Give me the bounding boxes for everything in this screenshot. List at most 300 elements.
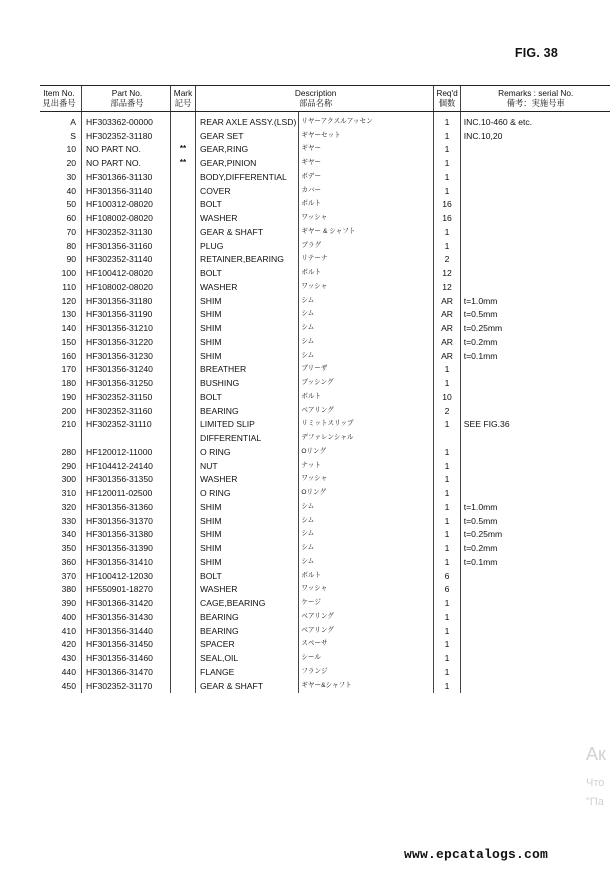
mark-cell: [171, 253, 196, 267]
table-row: [40, 129, 610, 143]
description-cell: NUT: [196, 459, 299, 473]
table-row: [40, 486, 610, 500]
overlay-text-3: "Па: [586, 796, 604, 808]
table-row: [40, 225, 610, 239]
remarks-cell: [460, 431, 610, 445]
description-cell: CAGE,BEARING: [196, 596, 299, 610]
mark-cell: [171, 500, 196, 514]
part-no-cell: HF301356-31370: [82, 514, 171, 528]
table-row: [40, 280, 610, 294]
description-jp-cell: ボルト: [299, 266, 434, 280]
table-row: [40, 156, 610, 170]
description-jp-cell: リミットスリップ: [299, 418, 434, 432]
part-no-cell: HF301356-31230: [82, 349, 171, 363]
part-no-cell: HF301356-31250: [82, 376, 171, 390]
description-cell: SHIM: [196, 555, 299, 569]
item-no-cell: 420: [61, 639, 76, 650]
item-no-cell: 410: [61, 625, 76, 636]
table-row: [40, 583, 610, 597]
remarks-cell: [460, 679, 610, 693]
qty-cell: 1: [434, 555, 460, 569]
description-cell: BOLT: [196, 198, 299, 212]
remarks-cell: INC.10-460 & etc.: [460, 112, 610, 129]
qty-cell: 12: [434, 266, 460, 280]
remarks-cell: [460, 596, 610, 610]
mark-cell: [171, 541, 196, 555]
description-cell: SHIM: [196, 308, 299, 322]
mark-cell: [171, 418, 196, 432]
part-no-cell: HF120011-02500: [82, 486, 171, 500]
qty-cell: 12: [434, 280, 460, 294]
description-jp-cell: ギヤーセット: [299, 129, 434, 143]
remarks-cell: t=0.2mm: [460, 541, 610, 555]
description-jp-cell: ボルト: [299, 569, 434, 583]
description-cell: LIMITED SLIP: [196, 418, 299, 432]
description-jp-cell: ワッシャ: [299, 583, 434, 597]
item-no-cell: S: [70, 130, 76, 141]
description-jp-cell: シム: [299, 514, 434, 528]
part-no-cell: HF100412-12030: [82, 569, 171, 583]
table-row: [40, 170, 610, 184]
table-row: [40, 112, 610, 129]
description-cell: GEAR SET: [196, 129, 299, 143]
description-cell: SEAL,OIL: [196, 651, 299, 665]
table-row: [40, 266, 610, 280]
item-no-cell: 450: [61, 680, 76, 691]
qty-cell: 10: [434, 390, 460, 404]
qty-cell: AR: [434, 349, 460, 363]
table-row: [40, 596, 610, 610]
part-no-cell: HF302352-31170: [82, 679, 171, 693]
item-no-cell: 300: [61, 474, 76, 485]
qty-cell: 6: [434, 583, 460, 597]
item-no-cell: 430: [61, 653, 76, 664]
item-no-cell: 280: [61, 446, 76, 457]
description-jp-cell: ギヤー&シャフト: [299, 679, 434, 693]
mark-cell: [171, 445, 196, 459]
item-no-cell: 50: [66, 199, 76, 210]
description-jp-cell: ワッシャ: [299, 211, 434, 225]
remarks-cell: [460, 569, 610, 583]
mark-cell: [171, 404, 196, 418]
part-no-cell: HF301356-31140: [82, 184, 171, 198]
mark-cell: [171, 225, 196, 239]
part-no-cell: HF301366-31130: [82, 170, 171, 184]
table-row: [40, 321, 610, 335]
table-row: [40, 184, 610, 198]
item-no-cell: 360: [61, 556, 76, 567]
table-row: [40, 528, 610, 542]
mark-cell: [171, 555, 196, 569]
mark-cell: [171, 376, 196, 390]
qty-cell: 1: [434, 610, 460, 624]
description-cell: SPACER: [196, 638, 299, 652]
description-cell: SHIM: [196, 294, 299, 308]
part-no-cell: HF100312-08020: [82, 198, 171, 212]
remarks-cell: [460, 404, 610, 418]
mark-cell: [171, 638, 196, 652]
item-no-cell: 10: [66, 144, 76, 155]
description-jp-cell: ボデー: [299, 170, 434, 184]
table-row: [40, 473, 610, 487]
table-row: [40, 253, 610, 267]
item-no-cell: 160: [61, 350, 76, 361]
remarks-cell: [460, 651, 610, 665]
table-row: [40, 500, 610, 514]
mark-cell: [171, 528, 196, 542]
description-cell: FLANGE: [196, 665, 299, 679]
qty-cell: 1: [434, 679, 460, 693]
item-no-cell: 180: [61, 378, 76, 389]
mark-cell: [171, 624, 196, 638]
qty-cell: 1: [434, 239, 460, 253]
part-no-cell: HF302352-31140: [82, 253, 171, 267]
mark-cell: [171, 596, 196, 610]
table-row: [40, 239, 610, 253]
remarks-cell: [460, 170, 610, 184]
description-jp-cell: ボルト: [299, 198, 434, 212]
description-jp-cell: ブッシング: [299, 376, 434, 390]
qty-cell: 1: [434, 651, 460, 665]
description-cell: COVER: [196, 184, 299, 198]
item-no-cell: 150: [61, 336, 76, 347]
mark-cell: [171, 170, 196, 184]
mark-cell: [171, 431, 196, 445]
description-cell: O RING: [196, 486, 299, 500]
mark-cell: [171, 129, 196, 143]
description-cell: PLUG: [196, 239, 299, 253]
qty-cell: 1: [434, 112, 460, 129]
qty-cell: 1: [434, 418, 460, 432]
qty-cell: AR: [434, 308, 460, 322]
remarks-cell: t=0.5mm: [460, 308, 610, 322]
description-jp-cell: シム: [299, 335, 434, 349]
part-no-cell: HF302352-31110: [82, 418, 171, 432]
header-mark: Mark 記号: [171, 86, 196, 112]
remarks-cell: SEE FIG.36: [460, 418, 610, 432]
item-no-cell: 20: [66, 158, 76, 169]
qty-cell: [434, 431, 460, 445]
table-row: [40, 431, 610, 445]
table-header-row: [40, 86, 610, 112]
remarks-cell: [460, 211, 610, 225]
description-cell: BODY,DIFFERENTIAL: [196, 170, 299, 184]
qty-cell: 1: [434, 486, 460, 500]
item-no-cell: 330: [61, 515, 76, 526]
table-row: [40, 541, 610, 555]
part-no-cell: HF301356-31220: [82, 335, 171, 349]
description-cell: GEAR & SHAFT: [196, 225, 299, 239]
item-no-cell: 80: [66, 240, 76, 251]
part-no-cell: HF301356-31240: [82, 363, 171, 377]
item-no-cell: 130: [61, 309, 76, 320]
part-no-cell: HF302352-31180: [82, 129, 171, 143]
table-row: [40, 459, 610, 473]
remarks-cell: t=0.5mm: [460, 514, 610, 528]
remarks-cell: [460, 665, 610, 679]
description-cell: SHIM: [196, 541, 299, 555]
description-jp-cell: ベアリング: [299, 404, 434, 418]
remarks-cell: [460, 198, 610, 212]
description-cell: SHIM: [196, 321, 299, 335]
item-no-cell: 70: [66, 226, 76, 237]
mark-cell: [171, 651, 196, 665]
item-no-cell: 380: [61, 584, 76, 595]
description-jp-cell: ワッシャ: [299, 280, 434, 294]
mark-cell: [171, 184, 196, 198]
part-no-cell: HF108002-08020: [82, 280, 171, 294]
description-cell: SHIM: [196, 528, 299, 542]
table-row: [40, 638, 610, 652]
qty-cell: 1: [434, 376, 460, 390]
qty-cell: 2: [434, 404, 460, 418]
remarks-cell: t=1.0mm: [460, 294, 610, 308]
description-jp-cell: リテーナ: [299, 253, 434, 267]
item-no-cell: 390: [61, 598, 76, 609]
mark-cell: [171, 112, 196, 129]
description-jp-cell: ベアリング: [299, 610, 434, 624]
item-no-cell: 140: [61, 323, 76, 334]
qty-cell: 16: [434, 198, 460, 212]
qty-cell: 1: [434, 528, 460, 542]
parts-table: [40, 85, 610, 693]
mark-cell: [171, 335, 196, 349]
remarks-cell: t=0.2mm: [460, 335, 610, 349]
remarks-cell: [460, 225, 610, 239]
part-no-cell: HF301356-31180: [82, 294, 171, 308]
description-jp-cell: シム: [299, 321, 434, 335]
remarks-cell: t=0.1mm: [460, 349, 610, 363]
table-row: [40, 308, 610, 322]
table-row: [40, 404, 610, 418]
remarks-cell: [460, 610, 610, 624]
item-no-cell: 400: [61, 611, 76, 622]
mark-cell: [171, 486, 196, 500]
description-cell: BOLT: [196, 569, 299, 583]
part-no-cell: HF301356-31360: [82, 500, 171, 514]
table-row: [40, 418, 610, 432]
mark-cell: [171, 473, 196, 487]
remarks-cell: [460, 624, 610, 638]
description-cell: O RING: [196, 445, 299, 459]
qty-cell: 1: [434, 541, 460, 555]
part-no-cell: HF301356-31350: [82, 473, 171, 487]
description-cell: SHIM: [196, 514, 299, 528]
item-no-cell: 350: [61, 543, 76, 554]
table-row: [40, 376, 610, 390]
mark-cell: [171, 349, 196, 363]
part-no-cell: HF550901-18270: [82, 583, 171, 597]
description-jp-cell: ギヤー: [299, 143, 434, 157]
qty-cell: 16: [434, 211, 460, 225]
description-cell: SHIM: [196, 335, 299, 349]
qty-cell: AR: [434, 321, 460, 335]
overlay-text-1: Ак: [586, 744, 606, 764]
qty-cell: 1: [434, 143, 460, 157]
mark-cell: [171, 198, 196, 212]
mark-cell: [171, 569, 196, 583]
part-no-cell: NO PART NO.: [82, 143, 171, 157]
mark-cell: **: [171, 156, 196, 170]
remarks-cell: [460, 459, 610, 473]
description-jp-cell: リヤーアクスルアッセン: [299, 112, 434, 129]
description-cell: RETAINER,BEARING: [196, 253, 299, 267]
mark-cell: [171, 294, 196, 308]
part-no-cell: [82, 431, 171, 445]
mark-cell: [171, 390, 196, 404]
part-no-cell: NO PART NO.: [82, 156, 171, 170]
description-jp-cell: ブリーザ: [299, 363, 434, 377]
table-body: [40, 112, 610, 693]
qty-cell: 1: [434, 129, 460, 143]
qty-cell: 1: [434, 184, 460, 198]
remarks-cell: [460, 156, 610, 170]
mark-cell: [171, 459, 196, 473]
qty-cell: 1: [434, 156, 460, 170]
mark-cell: [171, 679, 196, 693]
item-no-cell: 340: [61, 529, 76, 540]
item-no-cell: 370: [61, 570, 76, 581]
qty-cell: 1: [434, 473, 460, 487]
mark-cell: [171, 583, 196, 597]
part-no-cell: HF100412-08020: [82, 266, 171, 280]
description-cell: WASHER: [196, 211, 299, 225]
description-jp-cell: シム: [299, 500, 434, 514]
remarks-cell: [460, 583, 610, 597]
description-jp-cell: ギヤー: [299, 156, 434, 170]
qty-cell: 2: [434, 253, 460, 267]
description-jp-cell: Oリング: [299, 445, 434, 459]
description-jp-cell: ケージ: [299, 596, 434, 610]
item-no-cell: 200: [61, 405, 76, 416]
item-no-cell: 90: [66, 254, 76, 265]
header-part-no: Part No. 部品番号: [82, 86, 171, 112]
part-no-cell: HF301356-31210: [82, 321, 171, 335]
description-cell: WASHER: [196, 473, 299, 487]
remarks-cell: [460, 363, 610, 377]
mark-cell: [171, 266, 196, 280]
description-cell: DIFFERENTIAL: [196, 431, 299, 445]
mark-cell: [171, 363, 196, 377]
description-jp-cell: シム: [299, 294, 434, 308]
part-no-cell: HF120012-11000: [82, 445, 171, 459]
table-row: [40, 610, 610, 624]
description-cell: BREATHER: [196, 363, 299, 377]
description-cell: WASHER: [196, 280, 299, 294]
qty-cell: 1: [434, 170, 460, 184]
description-jp-cell: シム: [299, 541, 434, 555]
part-no-cell: HF301366-31470: [82, 665, 171, 679]
website-watermark: www.epcatalogs.com: [404, 847, 549, 862]
mark-cell: **: [171, 143, 196, 157]
remarks-cell: [460, 376, 610, 390]
description-cell: GEAR,PINION: [196, 156, 299, 170]
table-row: [40, 555, 610, 569]
qty-cell: 1: [434, 363, 460, 377]
header-remarks: Remarks : serial No. 備考：実施号車: [460, 86, 610, 112]
qty-cell: AR: [434, 335, 460, 349]
table-row: [40, 679, 610, 693]
remarks-cell: t=0.25mm: [460, 321, 610, 335]
remarks-cell: [460, 143, 610, 157]
remarks-cell: [460, 486, 610, 500]
remarks-cell: [460, 280, 610, 294]
description-cell: BOLT: [196, 390, 299, 404]
description-jp-cell: ワッシャ: [299, 473, 434, 487]
part-no-cell: HF301356-31190: [82, 308, 171, 322]
table-row: [40, 624, 610, 638]
part-no-cell: HF302352-31150: [82, 390, 171, 404]
item-no-cell: 30: [66, 171, 76, 182]
table-row: [40, 335, 610, 349]
qty-cell: 1: [434, 459, 460, 473]
mark-cell: [171, 239, 196, 253]
remarks-cell: t=0.25mm: [460, 528, 610, 542]
description-cell: BEARING: [196, 610, 299, 624]
header-reqd: Req'd 個数: [434, 86, 460, 112]
item-no-cell: 290: [61, 460, 76, 471]
qty-cell: 1: [434, 225, 460, 239]
part-no-cell: HF301356-31450: [82, 638, 171, 652]
description-jp-cell: プラグ: [299, 239, 434, 253]
description-cell: REAR AXLE ASSY.(LSD): [196, 112, 299, 129]
description-jp-cell: シール: [299, 651, 434, 665]
table-row: [40, 514, 610, 528]
description-jp-cell: シム: [299, 349, 434, 363]
item-no-cell: 100: [61, 268, 76, 279]
description-jp-cell: Oリング: [299, 486, 434, 500]
remarks-cell: [460, 184, 610, 198]
table-row: [40, 198, 610, 212]
remarks-cell: [460, 390, 610, 404]
table-row: [40, 390, 610, 404]
table-row: [40, 349, 610, 363]
remarks-cell: [460, 266, 610, 280]
item-no-cell: 440: [61, 666, 76, 677]
remarks-cell: [460, 445, 610, 459]
item-no-cell: 110: [62, 281, 76, 292]
description-jp-cell: ナット: [299, 459, 434, 473]
remarks-cell: [460, 239, 610, 253]
item-no-cell: 190: [61, 391, 76, 402]
description-jp-cell: シム: [299, 555, 434, 569]
mark-cell: [171, 610, 196, 624]
table-row: [40, 665, 610, 679]
description-jp-cell: ボルト: [299, 390, 434, 404]
part-no-cell: HF301356-31460: [82, 651, 171, 665]
item-no-cell: 40: [66, 185, 76, 196]
qty-cell: 1: [434, 596, 460, 610]
remarks-cell: t=0.1mm: [460, 555, 610, 569]
item-no-cell: 310: [61, 488, 76, 499]
item-no-cell: 320: [61, 501, 76, 512]
remarks-cell: INC.10,20: [460, 129, 610, 143]
table-row: [40, 294, 610, 308]
table-row: [40, 445, 610, 459]
description-cell: BEARING: [196, 624, 299, 638]
item-no-cell: 120: [61, 295, 76, 306]
qty-cell: 1: [434, 514, 460, 528]
description-jp-cell: カバー: [299, 184, 434, 198]
table-row: [40, 143, 610, 157]
description-jp-cell: スペーサ: [299, 638, 434, 652]
qty-cell: 1: [434, 445, 460, 459]
part-no-cell: HF301356-31160: [82, 239, 171, 253]
description-jp-cell: フランジ: [299, 665, 434, 679]
qty-cell: 1: [434, 665, 460, 679]
part-no-cell: HF301356-31410: [82, 555, 171, 569]
header-item-no: Item No. 見出番号: [40, 86, 82, 112]
